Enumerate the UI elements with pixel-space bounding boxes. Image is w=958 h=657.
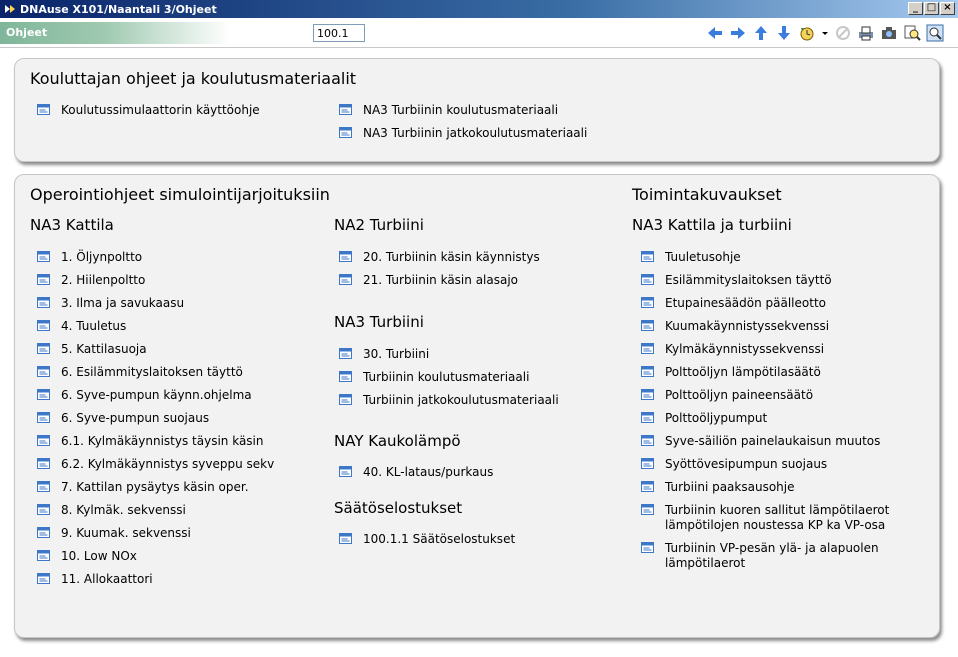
doc-link-label: Koulutussimulaattorin käyttöohje [61, 103, 260, 117]
document-link-icon [339, 251, 352, 262]
section-nay-kaukolampo: NAY Kaukolämpö [334, 432, 461, 450]
doc-link[interactable] [37, 572, 153, 587]
title-bar [0, 0, 958, 18]
doc-link-label: Tuuletusohje [665, 250, 741, 264]
doc-link-label: Esilämmityslaitoksen täyttö [665, 273, 832, 287]
find-icon[interactable] [903, 24, 921, 42]
doc-link[interactable] [339, 250, 540, 265]
doc-link-label: 6.1. Kylmäkäynnistys täysin käsin [61, 434, 264, 448]
doc-link-label: 30. Turbiini [363, 347, 430, 361]
document-link-icon [339, 127, 352, 138]
document-link-icon [37, 550, 50, 561]
doc-link-label: 9. Kuumak. sekvenssi [61, 526, 191, 540]
document-link-icon [641, 389, 654, 400]
up-arrow-icon[interactable] [752, 24, 770, 42]
section-saatoselostukset: Säätöselostukset [334, 499, 463, 517]
doc-link-label: 4. Tuuletus [61, 319, 127, 333]
app-icon [4, 3, 16, 15]
document-link-icon [641, 481, 654, 492]
document-link-icon [37, 251, 50, 262]
document-link-icon [339, 394, 352, 405]
document-link-icon [339, 533, 352, 544]
doc-link[interactable] [641, 541, 879, 571]
address-input[interactable] [313, 24, 365, 42]
view-label: Ohjeet [0, 22, 230, 44]
doc-link[interactable] [37, 526, 191, 541]
document-link-icon [37, 366, 50, 377]
doc-link[interactable] [37, 434, 264, 449]
doc-link[interactable] [339, 126, 587, 141]
doc-link-label: 40. KL-lataus/purkaus [363, 465, 494, 479]
document-link-icon [37, 527, 50, 538]
document-link-icon [37, 481, 50, 492]
section-na3-kattila: NA3 Kattila [30, 216, 114, 234]
print-icon[interactable] [857, 24, 875, 42]
functions-heading: Toimintakuvaukset [632, 185, 782, 204]
document-link-icon [37, 274, 50, 285]
close-button[interactable]: × [940, 2, 955, 15]
doc-link-label: Turbiinin jatkokoulutusmateriaali [363, 393, 559, 407]
doc-link-label: 8. Kylmäk. sekvenssi [61, 503, 186, 517]
doc-link-label: Turbiinin koulutusmateriaali [363, 370, 530, 384]
document-link-icon [37, 573, 50, 584]
doc-link[interactable] [37, 503, 186, 518]
doc-link-label: Turbiinin VP-pesän ylä- ja alapuolen lämpötilaerot [665, 541, 879, 570]
doc-link-label: Etupainesäädön päälleotto [665, 296, 826, 310]
doc-link[interactable] [339, 103, 558, 118]
document-link-icon [339, 348, 352, 359]
zoom-icon[interactable] [926, 24, 944, 42]
doc-link-label: 6.2. Kylmäkäynnistys syveppu sekv [61, 457, 275, 471]
doc-link[interactable] [37, 319, 126, 334]
doc-link-label: NA3 Turbiinin koulutusmateriaali [363, 103, 559, 117]
doc-link[interactable] [641, 434, 880, 449]
doc-link-label: 100.1.1 Säätöselostukset [363, 532, 516, 546]
document-link-icon [37, 297, 50, 308]
doc-link-label: 20. Turbiinin käsin käynnistys [363, 250, 540, 264]
doc-link[interactable] [37, 457, 274, 472]
doc-link[interactable] [37, 480, 249, 495]
operations-heading: Operointiohjeet simulointijarjoituksiin [30, 185, 330, 204]
doc-link-label: Kuumakäynnistyssekvenssi [665, 319, 830, 333]
doc-link[interactable] [37, 388, 252, 403]
document-link-icon [37, 435, 50, 446]
doc-link[interactable] [641, 480, 795, 495]
back-arrow-icon[interactable] [706, 24, 724, 42]
doc-link[interactable] [641, 250, 741, 265]
document-link-icon [641, 320, 654, 331]
document-link-icon [339, 274, 352, 285]
document-link-icon [641, 435, 654, 446]
document-link-icon [37, 389, 50, 400]
maximize-button[interactable]: □ [924, 2, 939, 15]
document-link-icon [37, 343, 50, 354]
document-link-icon [37, 320, 50, 331]
doc-link[interactable] [641, 296, 826, 311]
doc-link-label: 6. Esilämmityslaitoksen täyttö [61, 365, 243, 379]
doc-link[interactable] [641, 319, 829, 334]
doc-link-label: 3. Ilma ja savukaasu [61, 296, 185, 310]
dropdown-arrow-icon[interactable] [821, 24, 829, 42]
training-heading: Kouluttajan ohjeet ja koulutusmateriaalit [30, 69, 357, 88]
down-arrow-icon[interactable] [775, 24, 793, 42]
doc-link-label: 1. Öljynpoltto [61, 250, 143, 264]
doc-link-label: 7. Kattilan pysäytys käsin oper. [61, 480, 249, 494]
camera-icon[interactable] [880, 24, 898, 42]
doc-link-label: 5. Kattilasuoja [61, 342, 147, 356]
doc-link-label: Kylmäkäynnistyssekvenssi [665, 342, 825, 356]
document-link-icon [339, 104, 352, 115]
document-link-icon [641, 504, 654, 515]
section-na3-kattila-turbiini: NA3 Kattila ja turbiini [632, 216, 792, 234]
toolbar [0, 18, 958, 48]
doc-link[interactable] [37, 549, 137, 564]
document-link-icon [641, 458, 654, 469]
doc-link[interactable] [339, 532, 515, 547]
document-link-icon [641, 343, 654, 354]
doc-link-label: 2. Hiilenpoltto [61, 273, 146, 287]
settings-disabled-icon [834, 24, 852, 42]
doc-link[interactable] [37, 296, 184, 311]
doc-link[interactable] [339, 273, 518, 288]
doc-link-label: 21. Turbiinin käsin alasajo [363, 273, 519, 287]
doc-link[interactable] [37, 411, 209, 426]
doc-link[interactable] [641, 342, 824, 357]
history-clock-icon[interactable] [798, 24, 816, 42]
document-link-icon [37, 458, 50, 469]
doc-link-label: 6. Syve-pumpun suojaus [61, 411, 210, 425]
section-na3-turbiini: NA3 Turbiini [334, 313, 424, 331]
doc-link-label: 6. Syve-pumpun käynn.ohjelma [61, 388, 252, 402]
doc-link-label: Syöttövesipumpun suojaus [665, 457, 828, 471]
doc-link-label: Polttoöljyn lämpötilasäätö [665, 365, 821, 379]
doc-link-label: 11. Allokaattori [61, 572, 153, 586]
forward-arrow-icon[interactable] [729, 24, 747, 42]
doc-link[interactable] [641, 388, 813, 403]
doc-link[interactable] [641, 365, 821, 380]
document-link-icon [641, 366, 654, 377]
document-link-icon [641, 274, 654, 285]
doc-link-label: Turbiinin kuoren sallitut lämpötilaerot lämpötilojen noustessa KP ka VP-osa [665, 503, 890, 532]
doc-link[interactable] [641, 411, 767, 426]
doc-link[interactable] [37, 103, 260, 118]
document-link-icon [641, 542, 654, 553]
doc-link-label: Polttoöljypumput [665, 411, 768, 425]
doc-link[interactable] [641, 457, 827, 472]
doc-link[interactable] [641, 273, 832, 288]
window-title: DNAuse X101/Naantali 3/Ohjeet [20, 2, 217, 16]
doc-link[interactable] [641, 503, 889, 533]
doc-link-label: NA3 Turbiinin jatkokoulutusmateriaali [363, 126, 588, 140]
doc-link[interactable] [339, 370, 529, 385]
doc-link-label: Syve-säiliön painelaukaisun muutos [665, 434, 881, 448]
document-link-icon [339, 371, 352, 382]
document-link-icon [339, 466, 352, 477]
document-link-icon [641, 297, 654, 308]
doc-link-label: Polttoöljyn paineensäätö [665, 388, 814, 402]
document-link-icon [37, 104, 50, 115]
doc-link[interactable] [37, 273, 145, 288]
doc-link[interactable] [339, 347, 429, 362]
doc-link[interactable] [339, 465, 493, 480]
doc-link[interactable] [37, 365, 243, 380]
document-link-icon [37, 504, 50, 515]
document-link-icon [37, 412, 50, 423]
doc-link-label: Turbiini paaksausohje [665, 480, 795, 494]
doc-link[interactable] [37, 250, 142, 265]
document-link-icon [641, 251, 654, 262]
section-na2-turbiini: NA2 Turbiini [334, 216, 424, 234]
doc-link[interactable] [37, 342, 147, 357]
doc-link-label: 10. Low NOx [61, 549, 137, 563]
document-link-icon [641, 412, 654, 423]
doc-link[interactable] [339, 393, 559, 408]
minimize-button[interactable]: _ [908, 2, 923, 15]
